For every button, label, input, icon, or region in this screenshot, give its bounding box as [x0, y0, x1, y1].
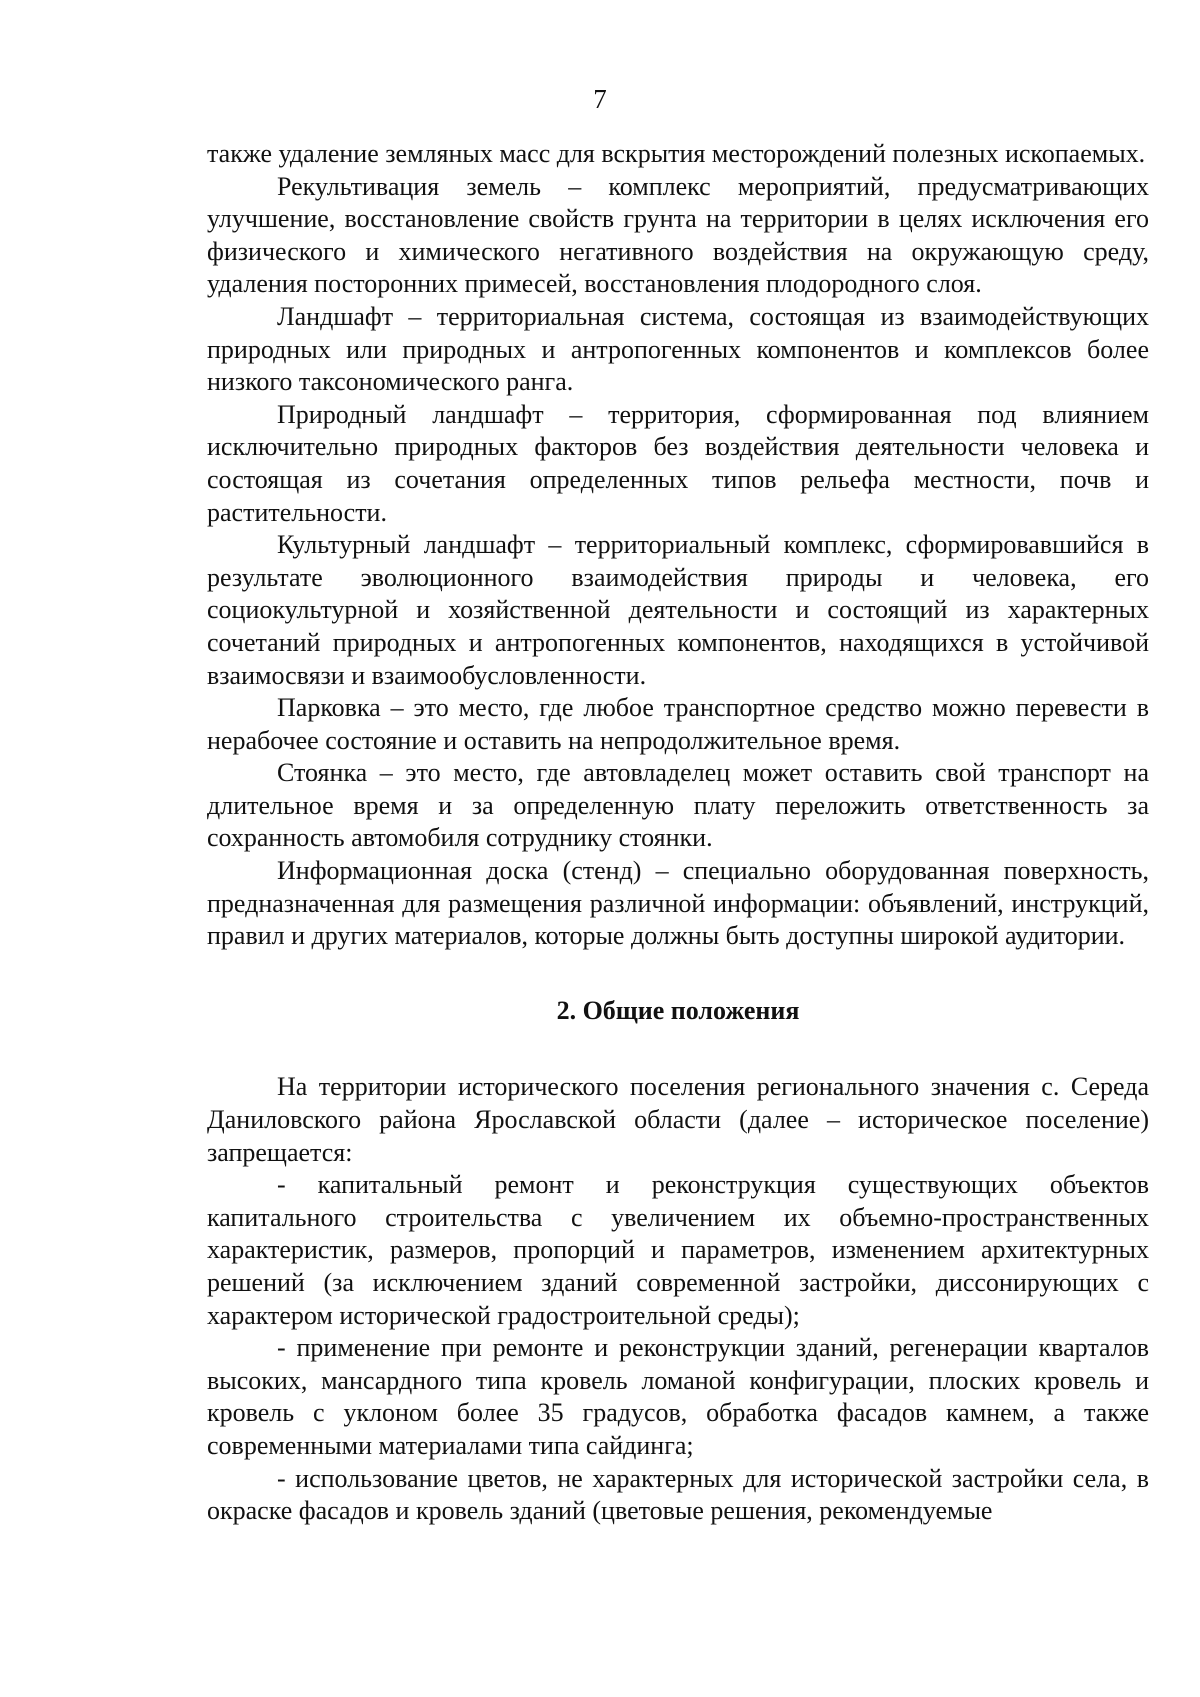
prohibition-item: - применение при ремонте и реконструкции зданий, регенерации кварталов высоких, мансардного типа кровель ломаной конфигурации, плоских кровель и кровель с уклоном более 35 градусов, обработка фасадов камнем, а также современными материалами типа сайдинга;	[207, 1333, 1149, 1460]
section-intro: На территории исторического поселения регионального значения с. Середа Даниловского района Ярославской области (далее – историческое поселение) запрещается:	[207, 1072, 1149, 1167]
definition-natural-landscape: Природный ландшафт – территория, сформированная под влиянием исключительно природных факторов без воздействия деятельности человека и состоящая из сочетания определенных типов рельефа местности, почв и растительности.	[207, 399, 1149, 527]
definition-parking: Парковка – это место, где любое транспортное средство можно перевести в нерабочее состояние и оставить на непродолжительное время.	[207, 693, 1149, 755]
definition-info-board: Информационная доска (стенд) – специально оборудованная поверхность, предназначенная для размещения различной информации: объявлений, инструкций, правил и других материалов, которые должны быть доступны широкой аудитории.	[207, 856, 1149, 951]
definition-recultivation: Рекультивация земель – комплекс мероприятий, предусматривающих улучшение, восстановление свойств грунта на территории в целях исключения его физического и химического негативного воздействия на окружающую среду, удаления посторонних примесей, восстановления плодородного слоя.	[207, 171, 1149, 299]
definition-landscape: Ландшафт – территориальная система, состоящая из взаимодействующих природных или природных и антропогенных компонентов и комплексов более низкого таксономического ранга.	[207, 301, 1149, 397]
definition-stoyanka: Стоянка – это место, где автовладелец может оставить свой транспорт на длительное время и за определенную плату переложить ответственность за сохранность автомобиля сотруднику стоянки.	[207, 758, 1149, 853]
definition-cultural-landscape: Культурный ландшафт – территориальный комплекс, сформировавшийся в результате эволюционного взаимодействия природы и человека, его социокультурной и хозяйственной деятельности и состоящий из характерных сочетаний природных и антропогенных компонентов, находящихся в устойчивой взаимосвязи и взаимообусловленности.	[207, 530, 1149, 690]
page-number: 7	[593, 84, 607, 114]
prohibition-item: - использование цветов, не характерных для исторической застройки села, в окраске фасадов и кровель зданий (цветовые решения, рекомендуемые	[207, 1463, 1149, 1526]
document-body	[207, 138, 1149, 1528]
section-heading: 2. Общие положения	[556, 995, 800, 1025]
prohibition-item: - капитальный ремонт и реконструкция существующих объектов капитального строительства с увеличением их объемно-пространственных характеристик, размеров, пропорций и параметров, изменением архитектурных решений (за исключением зданий современной застройки, диссонирующих с характером исторической градостроительной среды);	[207, 1170, 1149, 1330]
paragraph-continuation: также удаление земляных масс для вскрытия месторождений полезных ископаемых.	[207, 139, 1146, 168]
